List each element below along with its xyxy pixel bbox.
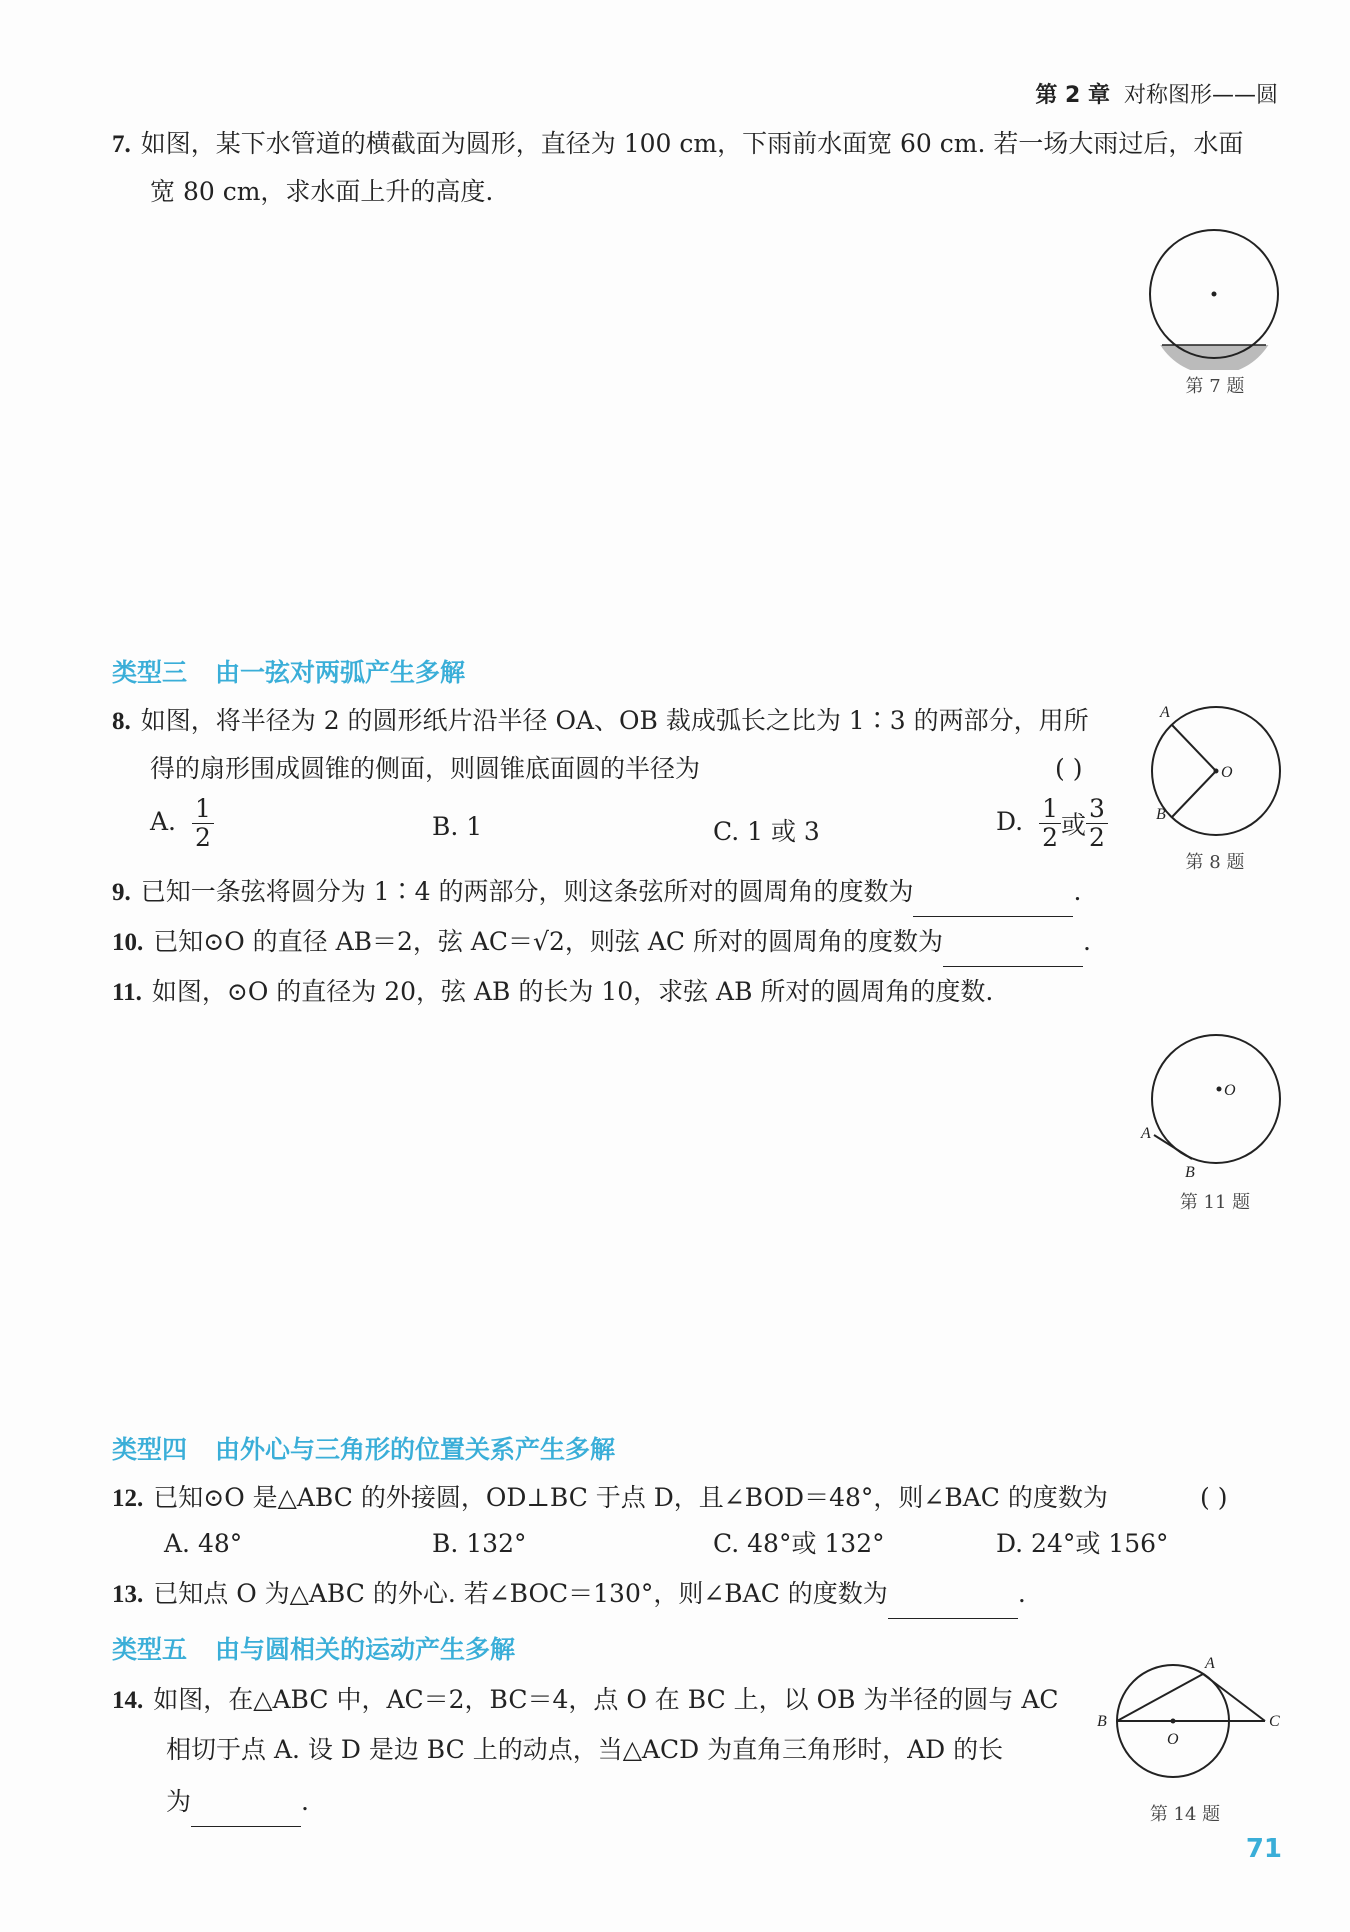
option-letter: A. <box>150 807 177 836</box>
question-13 <box>112 1570 1026 1619</box>
option-b: B. 1 <box>432 812 483 841</box>
figure-q8-circle <box>1140 695 1300 845</box>
chapter-title: 对称图形——圆 <box>1123 83 1278 108</box>
numerator: 3 <box>1086 795 1108 824</box>
question-14-line2: 相切于点 A. 设 D 是边 BC 上的动点，当△ACD 为直角三角形时，AD 的长 <box>166 1735 1004 1764</box>
figure-caption: 第 7 题 <box>1185 376 1245 397</box>
denominator: 2 <box>1088 823 1105 852</box>
section-heading-type3 <box>112 653 465 689</box>
question-number: 14. <box>112 1687 144 1714</box>
answer-blank[interactable] <box>888 1570 1018 1619</box>
numerator: 1 <box>1039 795 1061 824</box>
answer-blank[interactable] <box>913 868 1073 917</box>
option-letter: D. <box>996 807 1024 836</box>
figure-q7-pipe <box>1140 220 1290 370</box>
answer-blank[interactable] <box>191 1778 301 1827</box>
question-text: 已知点 O 为△ABC 的外心. 若∠BOC＝130°，则∠BAC 的度数为 <box>153 1579 888 1608</box>
section-label: 类型四 <box>112 1435 188 1464</box>
question-9 <box>112 868 1081 917</box>
option-c: C. 48°或 132° <box>713 1529 885 1558</box>
denominator: 2 <box>194 823 211 852</box>
chapter-label: 第 2 章 <box>1035 83 1110 108</box>
question-number: 10. <box>112 929 144 956</box>
question-text: 如图，在△ABC 中，AC＝2，BC＝4，点 O 在 BC 上，以 OB 为半径的圆与 AC <box>153 1685 1059 1714</box>
answer-paren: ( ) <box>1200 1483 1228 1512</box>
fraction <box>192 795 214 852</box>
label-a: A <box>1205 1655 1215 1672</box>
label-b: B <box>1185 1164 1195 1181</box>
question-14-line3 <box>166 1778 309 1827</box>
option-b: B. 132° <box>432 1529 527 1558</box>
or-text: 或 <box>1060 810 1086 840</box>
fraction <box>1086 795 1108 852</box>
label-b: B <box>1097 1713 1107 1730</box>
question-7 <box>112 120 1243 169</box>
label-a: A <box>1141 1125 1151 1142</box>
answer-blank[interactable] <box>943 918 1083 967</box>
period: . <box>1017 1579 1026 1608</box>
question-number: 9. <box>112 879 131 906</box>
figure-caption: 第 11 题 <box>1179 1192 1251 1213</box>
question-number: 13. <box>112 1581 144 1608</box>
question-text: 如图，将半径为 2 的圆形纸片沿半径 OA、OB 裁成弧长之比为 1∶3 的两部分，用所 <box>140 706 1089 735</box>
option-a: A. 48° <box>164 1529 243 1558</box>
section-title: 由与圆相关的运动产生多解 <box>215 1635 516 1664</box>
question-8-line2: 得的扇形围成圆锥的侧面，则圆锥底面圆的半径为 <box>150 754 701 783</box>
line-text: 为 <box>166 1787 192 1816</box>
option-d: D. 24°或 156° <box>996 1529 1169 1558</box>
section-heading-type4 <box>112 1430 615 1466</box>
question-14 <box>112 1676 1059 1725</box>
section-title: 由一弦对两弧产生多解 <box>215 658 466 687</box>
question-number: 7. <box>112 131 131 158</box>
section-title: 由外心与三角形的位置关系产生多解 <box>215 1435 616 1464</box>
question-text: 已知⊙O 是△ABC 的外接圆，OD⊥BC 于点 D，且∠BOD＝48°，则∠BAC 的度数为 <box>153 1483 1108 1512</box>
question-7-line2: 宽 80 cm，求水面上升的高度. <box>150 177 494 206</box>
question-10 <box>112 918 1091 967</box>
figure-caption: 第 8 题 <box>1185 852 1245 873</box>
option-c: C. 1 或 3 <box>713 817 820 846</box>
option-a <box>150 795 214 852</box>
label-o: O <box>1224 1082 1236 1099</box>
section-label: 类型三 <box>112 658 188 687</box>
question-text: 已知⊙O 的直径 AB＝2，弦 AC＝√2，则弦 AC 所对的圆周角的度数为 <box>153 927 943 956</box>
section-heading-type5 <box>112 1630 515 1666</box>
question-number: 12. <box>112 1485 144 1512</box>
period: . <box>1082 927 1091 956</box>
section-label: 类型五 <box>112 1635 188 1664</box>
period: . <box>1073 877 1082 906</box>
question-8 <box>112 697 1089 746</box>
period: . <box>301 1787 309 1816</box>
figure-q11-circle <box>1140 1025 1300 1185</box>
label-b: B <box>1156 806 1166 823</box>
label-a: A <box>1160 704 1170 721</box>
question-number: 8. <box>112 708 131 735</box>
question-11 <box>112 968 993 1017</box>
figure-q14-triangle <box>1085 1650 1295 1790</box>
figure-caption: 第 14 题 <box>1149 1804 1221 1825</box>
question-text: 如图，⊙O 的直径为 20，弦 AB 的长为 10，求弦 AB 所对的圆周角的度数. <box>151 977 994 1006</box>
question-number: 11. <box>112 979 142 1006</box>
question-text: 已知一条弦将圆分为 1∶4 的两部分，则这条弦所对的圆周角的度数为 <box>140 877 914 906</box>
label-o: O <box>1167 1731 1179 1748</box>
numerator: 1 <box>192 795 214 824</box>
denominator: 2 <box>1042 823 1058 852</box>
running-header <box>1035 78 1278 109</box>
label-c: C <box>1269 1713 1280 1730</box>
option-d <box>996 795 1108 852</box>
question-12 <box>112 1474 1108 1523</box>
page-number: 71 <box>1245 1834 1282 1864</box>
label-o: O <box>1221 764 1233 781</box>
answer-paren: ( ) <box>1055 754 1083 783</box>
question-text: 如图，某下水管道的横截面为圆形，直径为 100 cm，下雨前水面宽 60 cm. 若一场大雨过后，水面 <box>140 129 1244 158</box>
fraction <box>1039 795 1061 852</box>
